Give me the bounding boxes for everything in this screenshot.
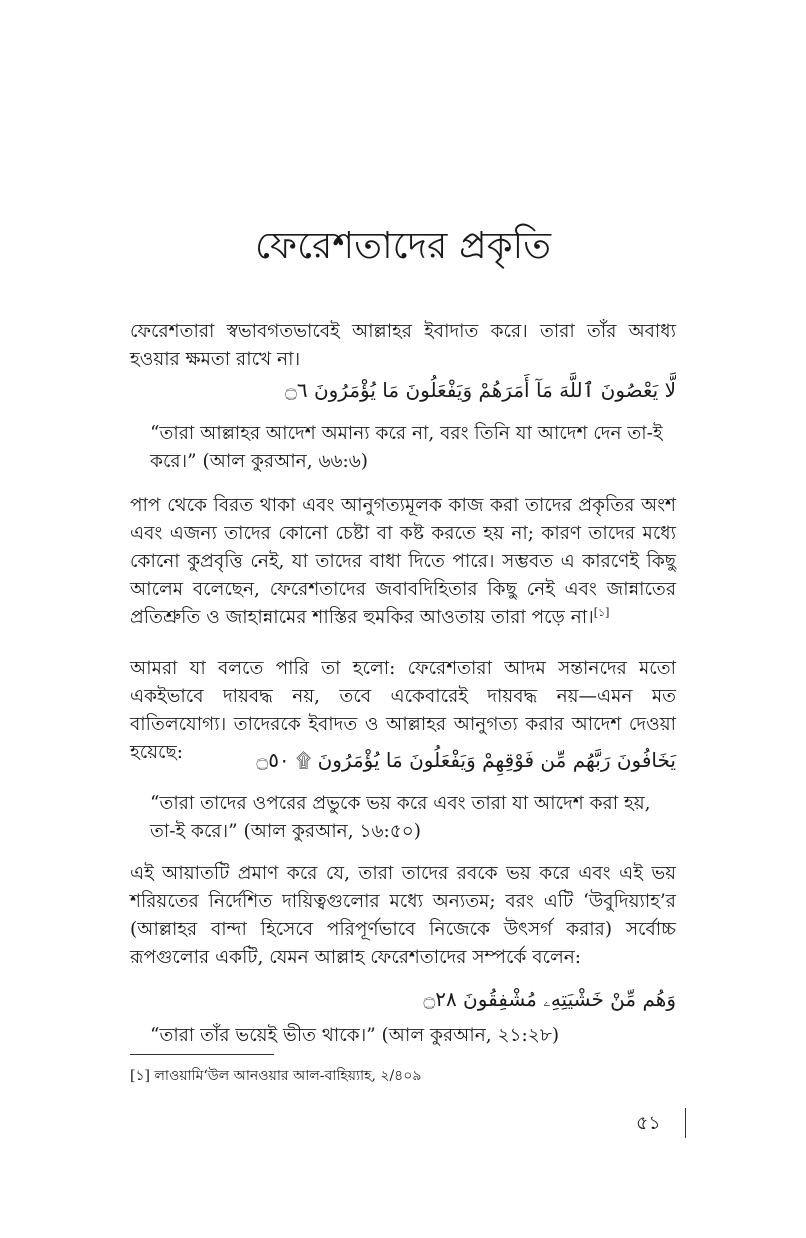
page-number-rule <box>685 1108 686 1138</box>
paragraph-3: আমরা যা বলতে পারি তা হলো: ফেরেশতারা আদম সন্তানদের মতো একইভাবে দায়বদ্ধ নয়, তবে একেবারেই দায়বদ্ধ নয়—এমন মত বাতিলযোগ্য। তাদেরকে ইবাদত ও আল্লাহর আনুগত্য করার আদেশ দেওয়া হয়েছে: <box>130 658 676 763</box>
arabic-verse-3: وَهُم مِّنْ خَشْيَتِهِۦ مُشْفِقُونَ ۝٢٨ <box>423 987 676 1011</box>
paragraph-2-text: পাপ থেকে বিরত থাকা এবং আনুগত্যমূলক কাজ করা তাদের প্রকৃতির অংশ এবং এজন্য তাদের কোনো চেষ্টা বা কষ্ট করতে হয় না; কারণ তাদের মধ্যে কোনো কুপ্রবৃত্তি নেই, যা তাদের বাধা দিতে পারে। সম্ভবত এ কারণেই কিছু আলেম বলেছেন, ফেরেশতাদের জবাবদিহিতার কিছু নেই এবং জান্নাতের প্রতিশ্রুতি ও জাহান্নামের শাস্তির হুমকির আওতায় তারা পড়ে না। <box>130 495 676 628</box>
footnote-ref: [১] <box>593 605 610 619</box>
translation-quote-3: “তারা তাঁর ভয়েই ভীত থাকে।” (আল কুরআন, ২১:২৮) <box>150 1025 560 1046</box>
footnote: [১] লাওয়ামি‘উল আনওয়ার আল-বাহিয়্যাহ, ২/৪০৯ <box>130 1068 422 1084</box>
translation-quote-1: “তারা আল্লাহর আদেশ অমান্য করে না, বরং তিনি যা আদেশ দেন তা-ই করে।” (আল কুরআন, ৬৬:৬) <box>150 423 663 472</box>
arabic-verse-1: لَّا يَعْصُونَ ٱللَّهَ مَآ أَمَرَهُمْ وَيَفْعَلُونَ مَا يُؤْمَرُونَ ۝٦ <box>285 378 676 402</box>
paragraph-1: ফেরেশতারা স্বভাবগতভাবেই আল্লাহর ইবাদাত করে। তারা তাঁর অবাধ্য হওয়ার ক্ষমতা রাখে না। <box>130 321 676 370</box>
paragraph-4: এই আয়াতটি প্রমাণ করে যে, তারা তাদের রবকে ভয় করে এবং এই ভয় শরিয়তের নির্দেশিত দায়িত্বগুলোর মধ্যে অন্যতম; বরং এটি ‘উবুদিয়্যাহ’র (আল্লাহর বান্দা হিসেবে পরিপূর্ণভাবে নিজেকে উৎসর্গ করার) সর্বোচ্চ রূপগুলোর একটি, যেমন আল্লাহ ফেরেশতাদের সম্পর্কে বলেন: <box>130 863 676 968</box>
page-number: ৫১ <box>636 1112 661 1134</box>
translation-quote-2: “তারা তাদের ওপরের প্রভুকে ভয় করে এবং তারা যা আদেশ করা হয়, তা-ই করে।” (আল কুরআন, ১৬:৫০) <box>150 793 651 842</box>
arabic-verse-2: يَخَافُونَ رَبَّهُم مِّن فَوْقِهِمْ وَيَفْعَلُونَ مَا يُؤْمَرُونَ ۩ ۝٥٠ <box>256 748 676 772</box>
footnote-divider <box>130 1054 274 1055</box>
chapter-title: ফেরেশতাদের প্রকৃতি <box>255 224 551 267</box>
paragraph-2 <box>130 492 676 632</box>
